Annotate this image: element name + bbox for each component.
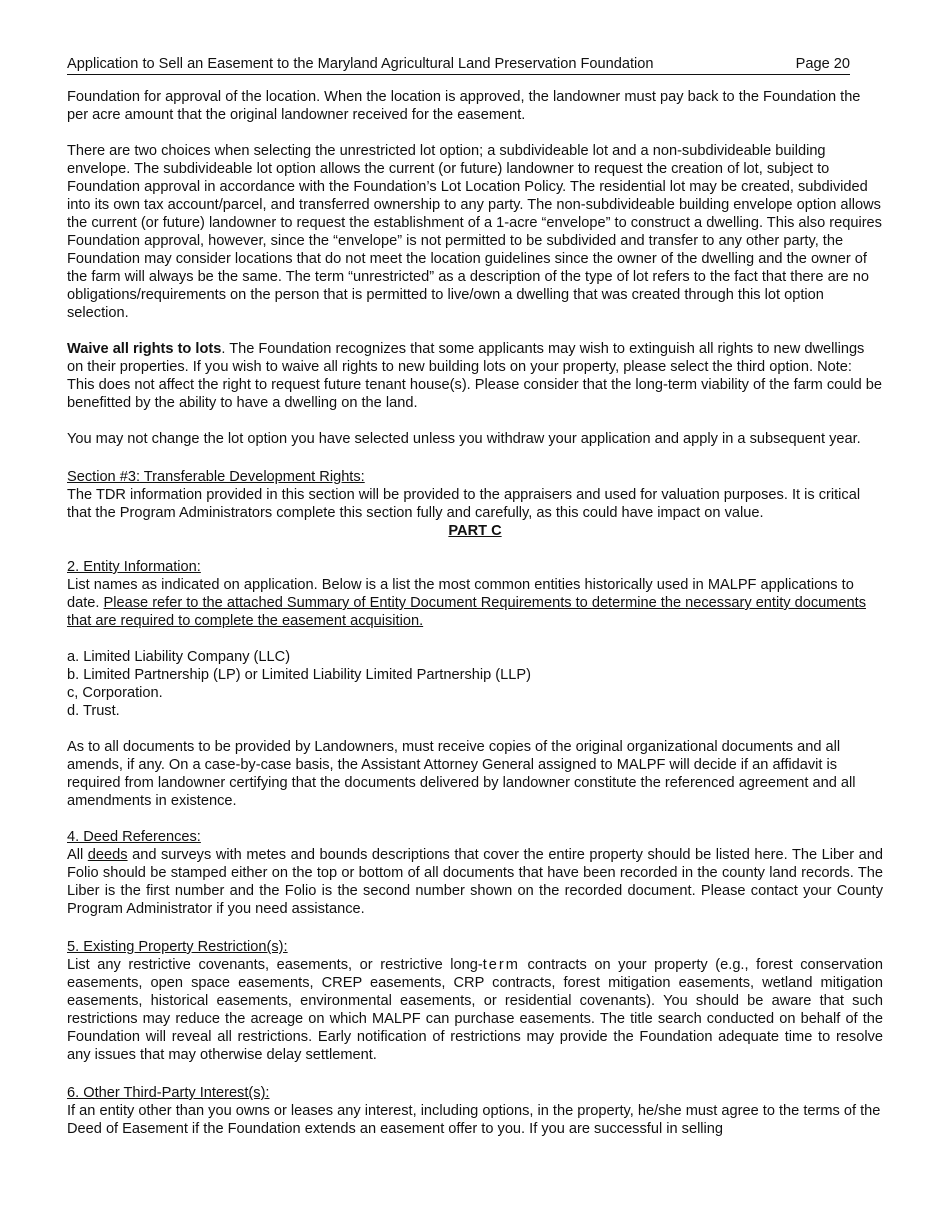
restrictions-text bbox=[67, 956, 883, 1064]
paragraph-unrestricted-lot: There are two choices when selecting the unrestricted lot option; a subdivideable lot and a non-subdivideable building envelope. The subdivideable lot option allows the current (or future) landowner to request the creation of lot, subject to Foundation approval in accordance with the Foundation’s Lot Location Policy. The residential lot may be created, subdivided into its own tax account/parcel, and transferred ownership to any party. The non-subdivideable building envelope option allows the current (or future) landowner to request the establishment of a 1-acre “envelope” to construct a dwelling. This also requires Foundation approval, however, since the “envelope” is not permitted to be subdivided and transfer to any other party, the Foundation may consider locations that do not meet the location guidelines since the owner of the dwelling and the owner of the farm will always be the same. The term “unrestricted” as a description of the type of lot refers to the fact that there are no obligations/requirements on the person that is permitted to live/own a dwelling that was created through this lot option selection. bbox=[67, 143, 882, 321]
deed-heading: 4. Deed References: bbox=[67, 829, 201, 845]
document-body bbox=[67, 88, 883, 1138]
waive-rights-heading: Waive all rights to lots bbox=[67, 341, 222, 357]
page-header bbox=[67, 56, 850, 75]
deed-word: deeds bbox=[87, 847, 128, 863]
section3-heading: Section #3: Transferable Development Rights: bbox=[67, 469, 365, 485]
section3-text: The TDR information provided in this section will be provided to the appraisers and used for valuation purposes. It is critical that the Program Administrators complete this section fully and carefully, as this could have impact on value. bbox=[67, 487, 861, 521]
restrictions-heading: 5. Existing Property Restriction(s): bbox=[67, 939, 288, 955]
entity-list bbox=[67, 648, 883, 720]
list-item: b. Limited Partnership (LP) or Limited Liability Limited Partnership (LLP) bbox=[67, 667, 531, 683]
list-item: a. Limited Liability Company (LLC) bbox=[67, 649, 291, 665]
entity-requirements-note: Please refer to the attached Summary of Entity Document Requirements to determine the necessary entity documents that are required to complete the easement acquisition. bbox=[67, 595, 867, 629]
third-party-text: If an entity other than you owns or leases any interest, including options, in the property, he/she must agree to the terms of the Deed of Easement if the Foundation extends an easement offer to you. If you are successful in selling bbox=[67, 1103, 881, 1137]
deed-pre: All bbox=[67, 847, 88, 863]
paragraph-lot-option-change: You may not change the lot option you have selected unless you withdraw your application and apply in a subsequent year. bbox=[67, 431, 861, 447]
header-title: Application to Sell an Easement to the Maryland Agricultural Land Preservation Foundation bbox=[67, 56, 654, 72]
waive-rights-text: . The Foundation recognizes that some applicants may wish to extinguish all rights to new dwellings on their properties. If you wish to waive all rights to new building lots on your property, please select the third option. Note: This does not affect the right to request future tenant house(s). Please consider that the long-term viability of the farm could be benefitted by the ability to have a dwelling on the land. bbox=[67, 341, 882, 411]
page-number: Page 20 bbox=[795, 56, 850, 72]
restrictions-pre: List any restrictive covenants, easements, or restrictive long- bbox=[67, 957, 483, 973]
entity-intro: List names as indicated on application. Below is a list the most common entities historically used in MALPF applications to date. bbox=[67, 577, 854, 611]
entity-text bbox=[67, 576, 883, 630]
restrictions-body: contracts on your property (e.g., forest conservation easements, open space easements, CREP easements, CRP contracts, forest mitigation easements, wetland mitigation easements, historical easements, environmental easements, or residential covenants). You should be aware that such restrictions may reduce the acreage on which MALPF can purchase easements. The title search conducted on behalf of the Foundation will reveal all restrictions. Early notification of restrictions may provide the Foundation adequate time to resolve any issues that may otherwise delay settlement. bbox=[67, 957, 883, 1063]
list-item: d. Trust. bbox=[67, 703, 120, 719]
paragraph-waive-rights bbox=[67, 340, 883, 412]
list-item: c, Corporation. bbox=[67, 685, 163, 701]
deed-body: and surveys with metes and bounds descriptions that cover the entire property should be listed here. The Liber and Folio should be stamped either on the top or bottom of all documents that have been recorded in the county land records. The Liber is the first number and the Folio is the second number shown on the recorded document. Please contact your County Program Administrator if you need assistance. bbox=[67, 847, 883, 917]
deed-text bbox=[67, 846, 883, 918]
part-c-heading: PART C bbox=[448, 523, 502, 539]
third-party-heading: 6. Other Third-Party Interest(s): bbox=[67, 1085, 270, 1101]
paragraph-lot-approval: Foundation for approval of the location. When the location is approved, the landowner must pay back to the Foundation the per acre amount that the original landowner received for the easement. bbox=[67, 89, 861, 123]
entity-documents-text: As to all documents to be provided by Landowners, must receive copies of the original organizational documents and all amends, if any. On a case-by-case basis, the Assistant Attorney General assigned to MALPF will decide if an affidavit is required from landowner certifying that the documents delivered by landowner constitute the referenced agreement and all amendments in existence. bbox=[67, 739, 856, 809]
entity-heading: 2. Entity Information: bbox=[67, 559, 201, 575]
restrictions-spaced: term bbox=[482, 957, 520, 973]
